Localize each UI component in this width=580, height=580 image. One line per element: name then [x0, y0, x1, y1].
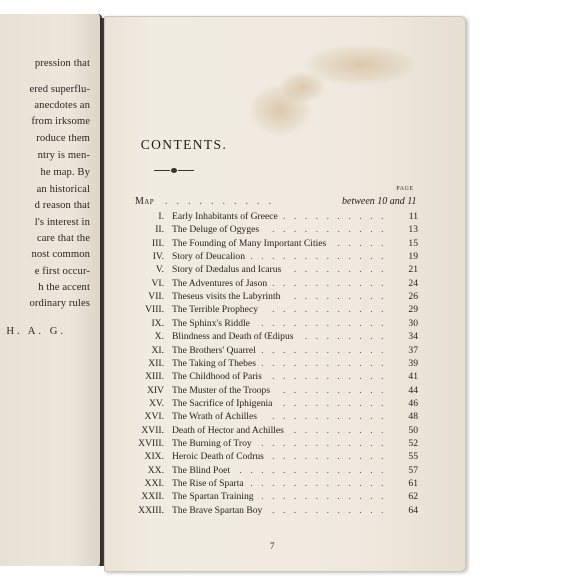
toc-entry — [124, 425, 418, 438]
chapter-title: The Founding of Many Important Cities — [172, 237, 327, 249]
chapter-number: VII. — [148, 291, 164, 303]
chapter-number: XIV — [146, 384, 164, 396]
chapter-title: Story of Dædalus and Icarus — [172, 264, 282, 276]
chapter-page: 21 — [408, 264, 418, 276]
page-stain — [280, 72, 325, 102]
toc-entry — [124, 451, 418, 464]
toc-entry — [124, 478, 418, 491]
left-page-text-line: ntry is men- — [37, 150, 90, 161]
chapter-title: Blindness and Death of Œdipus — [172, 331, 294, 343]
leader-dots: .......... — [283, 384, 392, 396]
chapter-page: 39 — [408, 357, 418, 369]
toc-entry — [124, 264, 418, 277]
leader-dots: ........... — [272, 411, 392, 423]
chapter-number: XI. — [151, 344, 164, 356]
chapter-title: The Taking of Thebes — [172, 357, 256, 369]
leader-dots: ........... — [272, 224, 392, 236]
left-page-text-line: e first occur- — [34, 266, 90, 277]
chapter-page: 15 — [408, 237, 418, 249]
chapter-number: XVI. — [144, 411, 164, 423]
left-page-text-line: care that the — [36, 233, 90, 244]
chapter-title: The Deluge of Ogyges — [172, 224, 260, 236]
toc-entry — [124, 465, 418, 478]
chapter-page: 34 — [408, 331, 418, 343]
chapter-title: The Muster of the Troops — [172, 384, 271, 396]
left-page-text-line: l's interest in — [34, 217, 90, 228]
chapter-number: II. — [155, 224, 164, 236]
toc-entry — [124, 491, 418, 504]
chapter-page: 48 — [408, 411, 418, 423]
leader-dots: ........ — [304, 331, 392, 343]
toc-entry — [124, 331, 418, 344]
left-page-text-line: he map. By — [40, 167, 90, 178]
chapter-page: 26 — [408, 291, 418, 303]
chapter-title: The Sphinx's Riddle — [172, 317, 250, 329]
chapter-page: 50 — [408, 424, 418, 436]
chapter-page: 44 — [408, 384, 418, 396]
chapter-page: 57 — [408, 464, 418, 476]
toc-entry — [124, 211, 418, 224]
chapter-number: XIII. — [145, 371, 164, 383]
toc-entry — [124, 318, 418, 331]
leader-dots: .......... — [283, 397, 392, 409]
chapter-number: VI. — [151, 277, 164, 289]
toc-map-range: between 10 and 11 — [342, 196, 417, 207]
leader-dots: ........... — [272, 371, 392, 383]
toc-entry — [124, 224, 418, 237]
toc-entry — [124, 505, 418, 518]
chapter-number: IV. — [152, 251, 164, 263]
left-page-text-line: anecdotes an — [34, 100, 90, 111]
toc-map-label: Map — [135, 196, 155, 207]
toc-entry — [124, 278, 418, 291]
leader-dots: ............ — [261, 491, 392, 503]
chapter-title: Theseus visits the Labyrinth — [172, 291, 281, 303]
left-page-text-line: nost common — [31, 249, 90, 260]
ornament-divider — [154, 168, 194, 174]
toc-entry — [124, 251, 418, 264]
left-page-text-line: roduce them — [36, 133, 90, 144]
chapter-title: Death of Hector and Achilles — [172, 424, 284, 436]
chapter-number: III. — [152, 237, 164, 249]
toc-entry — [124, 385, 418, 398]
toc-entry — [124, 358, 418, 371]
chapter-page: 13 — [408, 224, 418, 236]
chapter-page: 61 — [408, 478, 418, 489]
leader-dots: ........... — [272, 504, 392, 516]
page-number: 7 — [270, 541, 275, 551]
toc-entry — [124, 411, 418, 424]
toc-entry — [124, 304, 418, 317]
chapter-page: 24 — [408, 277, 418, 289]
toc-entry — [124, 238, 418, 251]
chapter-title: The Adventures of Jason — [172, 277, 268, 289]
chapter-number: XIX. — [144, 451, 164, 463]
chapter-page: 62 — [408, 491, 418, 503]
leader-dots: .......... — [283, 211, 392, 222]
leader-dots: ............ — [261, 437, 392, 449]
chapter-number: XVII. — [141, 424, 164, 436]
chapter-number: V. — [155, 264, 164, 276]
chapter-page: 52 — [408, 437, 418, 449]
leader-dots: ......... — [293, 291, 392, 303]
chapter-page: 37 — [408, 344, 418, 356]
toc-entry — [124, 438, 418, 451]
leader-dots: ............. — [250, 478, 392, 489]
chapter-number: XXI. — [144, 478, 164, 489]
chapter-number: IX. — [151, 317, 164, 329]
chapter-number: VIII. — [145, 304, 164, 316]
chapter-page: 19 — [408, 251, 418, 263]
leader-dots: .......... — [165, 196, 280, 207]
leader-dots: .............. — [239, 464, 392, 476]
toc-entry — [124, 291, 418, 304]
chapter-number: XV. — [148, 397, 164, 409]
chapter-number: XXIII. — [138, 504, 164, 516]
chapter-title: Early Inhabitants of Greece — [172, 211, 278, 222]
signature-initials: H. A. G. — [6, 326, 66, 337]
leader-dots: ..... — [337, 237, 392, 249]
left-page-text-line: pression that — [34, 58, 90, 69]
chapter-page: 41 — [408, 371, 418, 383]
left-page-text-line: an historical — [36, 184, 90, 195]
chapter-number: X. — [154, 331, 164, 343]
chapter-title: The Sacrifice of Iphigenia — [172, 397, 273, 409]
chapter-page: 46 — [408, 397, 418, 409]
left-page-text-line: ered superflu- — [29, 84, 90, 95]
chapter-title: The Wrath of Achilles — [172, 411, 257, 423]
toc-entry — [124, 345, 418, 358]
leader-dots: ......... — [293, 424, 392, 436]
page-title: CONTENTS. — [140, 137, 228, 152]
left-page-text-line: from irksome — [31, 116, 90, 127]
chapter-number: XVIII. — [138, 437, 164, 449]
chapter-title: Story of Deucalion — [172, 251, 246, 263]
chapter-number: XX. — [147, 464, 164, 476]
chapter-title: The Terrible Prophecy — [172, 304, 258, 316]
chapter-title: Heroic Death of Codrus — [172, 451, 264, 463]
toc-map-row — [135, 196, 445, 209]
chapter-title: The Spartan Training — [172, 491, 254, 503]
toc-entry — [124, 371, 418, 384]
chapter-title: The Burning of Troy — [172, 437, 252, 449]
left-page-text-line: ordinary rules — [29, 298, 90, 309]
leader-dots: ............ — [261, 317, 392, 329]
left-page-text-line: h the accent — [38, 282, 90, 293]
toc-entry — [124, 398, 418, 411]
chapter-page: 11 — [408, 211, 418, 222]
chapter-number: XXII. — [141, 491, 164, 503]
chapter-page: 30 — [408, 317, 418, 329]
leader-dots: ......... — [293, 264, 392, 276]
leader-dots: ............. — [250, 251, 392, 263]
leader-dots: ............ — [261, 344, 392, 356]
chapter-page: 55 — [408, 451, 418, 463]
left-page — [0, 14, 102, 566]
leader-dots: ............ — [261, 357, 392, 369]
chapter-title: The Childhood of Paris — [172, 371, 262, 383]
chapter-page: 64 — [408, 504, 418, 516]
chapter-title: The Rise of Sparta — [172, 478, 244, 489]
chapter-title: The Blind Poet — [172, 464, 231, 476]
chapter-page: 29 — [408, 304, 418, 316]
leader-dots: ........... — [272, 277, 392, 289]
page-column-label: PAGE — [396, 186, 414, 192]
chapter-title: The Brothers' Quarrel — [172, 344, 256, 356]
left-page-text-line: d reason that — [34, 200, 90, 211]
chapter-number: I. — [158, 211, 164, 222]
leader-dots: ........... — [272, 451, 392, 463]
chapter-number: XII. — [148, 357, 164, 369]
chapter-title: The Brave Spartan Boy — [172, 504, 263, 516]
leader-dots: ........... — [272, 304, 392, 316]
